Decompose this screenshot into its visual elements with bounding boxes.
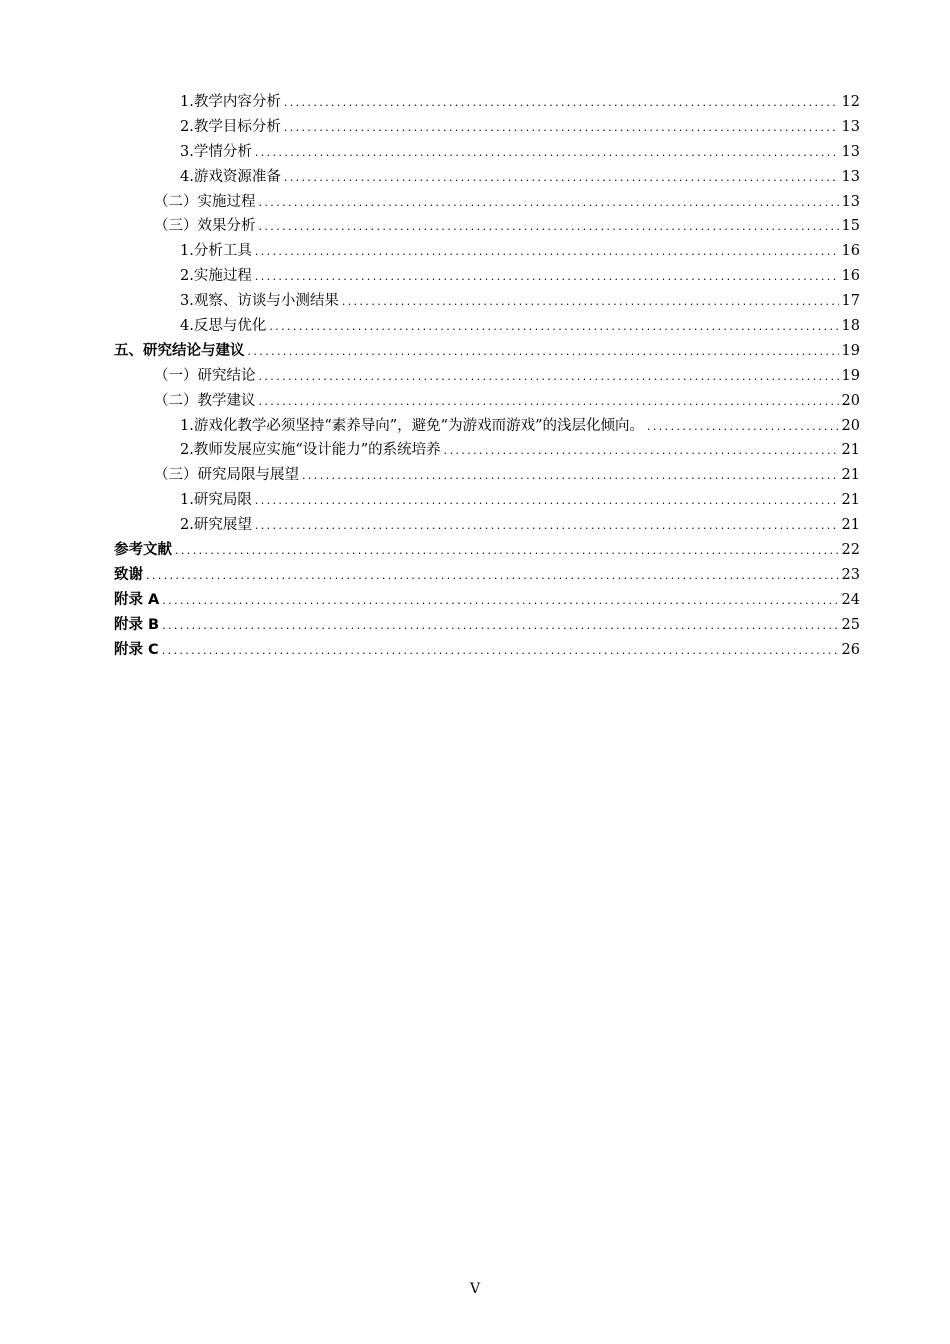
toc-entry-page: 21 [841,467,860,484]
toc-dot-leader [162,589,838,614]
toc-entry-page: 23 [841,566,860,583]
toc-entry-label: 1.游戏化教学必须坚持“素养导向”，避免“为游戏而游戏”的浅层化倾向。 [180,417,644,434]
toc-entry-label: （三）效果分析 [154,218,256,235]
toc-entry-page: 22 [841,542,860,559]
toc-entry[interactable] [114,463,860,488]
toc-entry-label: （三）研究局限与展望 [154,467,299,484]
toc-entry[interactable] [114,438,860,463]
toc-entry-page: 12 [841,94,860,110]
toc-dot-leader [444,439,839,464]
toc-entry-label: 2.实施过程 [180,268,252,285]
toc-dot-leader [259,365,839,390]
toc-dot-leader [255,141,839,166]
toc-dot-leader [255,514,839,539]
toc-entry-label: （二）教学建议 [154,392,256,409]
toc-entry[interactable] [114,90,860,115]
toc-entry[interactable] [114,488,860,513]
toc-entry[interactable] [114,264,860,289]
toc-entry[interactable] [114,190,860,215]
toc-entry[interactable] [114,613,860,638]
toc-entry[interactable] [114,239,860,264]
toc-entry[interactable] [114,339,860,364]
toc-dot-leader [284,116,839,141]
toc-entry[interactable] [114,115,860,140]
toc-entry[interactable] [114,414,860,439]
toc-dot-leader [269,315,838,340]
toc-entry[interactable] [114,588,860,613]
toc-dot-leader [284,166,839,191]
toc-dot-leader [175,539,839,564]
toc-entry[interactable] [114,314,860,339]
toc-entry-page: 24 [841,591,860,608]
toc-entry-label: 五、研究结论与建议 [114,342,245,359]
toc-entry-page: 13 [841,193,860,210]
toc-dot-leader [255,240,839,265]
toc-entry[interactable] [114,364,860,389]
toc-entry-page: 13 [841,143,860,160]
toc-entry-page: 18 [841,318,860,335]
toc-dot-leader [162,614,838,639]
toc-dot-leader [248,340,839,365]
toc-entry-page: 19 [841,367,860,384]
toc-entry-page: 19 [841,342,860,359]
toc-entry[interactable] [114,638,860,663]
toc-entry-label: 4.游戏资源准备 [180,168,281,185]
toc-entry-label: 附录 A [114,591,160,608]
toc-entry-label: 3.观察、访谈与小测结果 [180,293,339,310]
toc-entry-page: 25 [841,616,860,633]
toc-dot-leader [259,390,839,415]
toc-dot-leader [146,564,839,589]
toc-entry-page: 16 [841,243,860,260]
toc-entry-label: 4.反思与优化 [180,318,267,335]
toc-dot-leader [647,415,839,440]
toc-entry[interactable] [114,165,860,190]
toc-dot-leader [302,464,839,489]
toc-entry-label: 附录 C [114,641,159,658]
toc-entry-label: 1.教学内容分析 [180,94,281,110]
toc-dot-leader [255,489,839,514]
toc-dot-leader [259,191,839,216]
toc-entry-page: 20 [841,417,860,434]
toc-entry-label: 2.教学目标分析 [180,118,281,135]
toc-dot-leader [342,290,839,315]
toc-entry-page: 16 [841,268,860,285]
toc-entry-label: 参考文献 [114,542,172,559]
toc-dot-leader [162,639,839,664]
toc-dot-leader [259,215,839,240]
toc-entry-page: 26 [841,641,860,658]
toc-entry-page: 13 [841,118,860,135]
toc-entry-label: 致谢 [114,566,143,583]
toc-entry-page: 21 [841,492,860,509]
toc-entry-page: 17 [841,293,860,310]
toc-entry-label: 2.研究展望 [180,517,252,534]
toc-dot-leader [255,265,839,290]
toc-entry-label: 3.学情分析 [180,143,252,160]
toc-entry[interactable] [114,563,860,588]
toc-entry-label: 附录 B [114,616,160,633]
toc-entry[interactable] [114,513,860,538]
toc-entry[interactable] [114,140,860,165]
toc-entry-page: 21 [841,517,860,534]
toc-entry-label: 1.研究局限 [180,492,252,509]
toc-entry-label: （一）研究结论 [154,367,256,384]
toc-entry-label: 1.分析工具 [180,243,252,260]
toc-entry-page: 13 [841,168,860,185]
toc-entry[interactable] [114,214,860,239]
toc-entry-label: 2.教师发展应实施“设计能力”的系统培养 [180,442,441,459]
toc-entry[interactable] [114,538,860,563]
table-of-contents [114,90,860,662]
page-number: V [469,1281,481,1297]
toc-dot-leader [284,91,839,116]
toc-entry[interactable] [114,289,860,314]
toc-entry-label: （二）实施过程 [154,193,256,210]
toc-entry-page: 20 [841,392,860,409]
toc-entry-page: 21 [841,442,860,459]
toc-entry[interactable] [114,389,860,414]
toc-entry-page: 15 [841,218,860,235]
